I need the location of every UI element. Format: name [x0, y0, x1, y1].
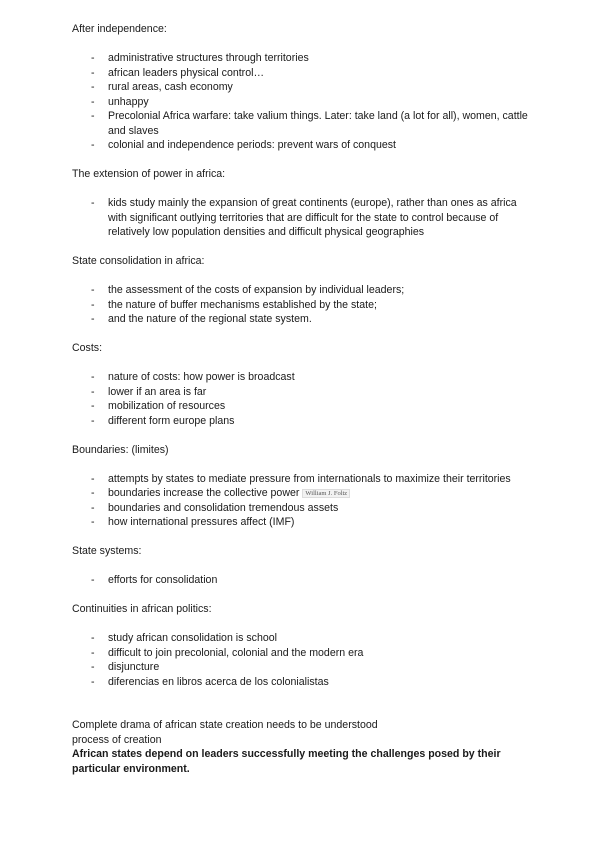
list-item: - nature of costs: how power is broadcast [91, 371, 295, 383]
list-item: - different form europe plans [91, 414, 235, 427]
list-item: - Precolonial Africa warfare: take valium things. Later: take land (a lot for all), women, cattle and slaves [91, 110, 528, 137]
list-item: - how international pressures affect (IMF) [91, 516, 295, 528]
list-item: - mobilization of resources [91, 400, 226, 412]
section-extension-of-power [72, 167, 532, 240]
list-item: - rural areas, cash economy [91, 81, 233, 93]
document-page [72, 22, 532, 776]
section-heading: State systems: [72, 545, 142, 557]
section-boundaries [72, 443, 532, 530]
bullet-list [72, 196, 532, 240]
list-item: - the nature of buffer mechanisms established by the state; [91, 298, 377, 311]
closing-line: Complete drama of african state creation needs to be understood [72, 719, 378, 731]
section-after-independence [72, 22, 532, 153]
list-item: - administrative structures through territories [91, 52, 309, 64]
list-item: - attempts by states to mediate pressure from internationals to maximize their territories [91, 472, 511, 485]
section-state-consolidation [72, 254, 532, 327]
section-heading: The extension of power in africa: [72, 168, 226, 180]
list-item: - boundaries and consolidation tremendous assets [91, 501, 339, 514]
closing-line: process of creation [72, 733, 162, 746]
section-heading: Costs: [72, 342, 103, 354]
list-item: - efforts for consolidation [91, 574, 218, 586]
list-item: - african leaders physical control… [91, 66, 265, 79]
list-item: - the assessment of the costs of expansion by individual leaders; [91, 284, 405, 296]
section-heading: Continuities in african politics: [72, 603, 212, 615]
list-item: - lower if an area is far [91, 385, 207, 398]
list-item: - kids study mainly the expansion of great continents (europe), rather than ones as africa with significant outlying territories that are difficult for the state to control because of relatively low population densities and difficult physical geographies [91, 197, 517, 238]
bullet-list [72, 370, 532, 428]
bullet-list [72, 51, 532, 153]
list-item: - study african consolidation is school [91, 632, 278, 644]
section-continuities [72, 602, 532, 689]
section-state-systems [72, 544, 532, 588]
section-heading: State consolidation in africa: [72, 255, 205, 267]
section-heading: Boundaries: (limites) [72, 443, 169, 456]
bullet-list [72, 283, 532, 327]
list-item: - and the nature of the regional state system. [91, 313, 312, 325]
list-item: - colonial and independence periods: prevent wars of conquest [91, 139, 396, 151]
list-item: - difficult to join precolonial, colonial and the modern era [91, 646, 364, 659]
list-item: - unhappy [91, 95, 149, 108]
list-item: - disjuncture [91, 661, 160, 673]
closing-bold-statement: African states depend on leaders successfully meeting the challenges posed by their particular environment. [72, 748, 501, 775]
section-heading: After independence: [72, 23, 167, 35]
closing-paragraph [72, 718, 532, 776]
bullet-list [72, 472, 532, 530]
list-item: - diferencias en libros acerca de los colonialistas [91, 675, 329, 688]
section-costs [72, 341, 532, 428]
inline-author-note: William J. Foltz [302, 489, 350, 498]
bullet-list [72, 631, 532, 689]
list-item: - boundaries increase the collective power William J. Foltz [72, 486, 532, 501]
bullet-list [72, 573, 532, 588]
